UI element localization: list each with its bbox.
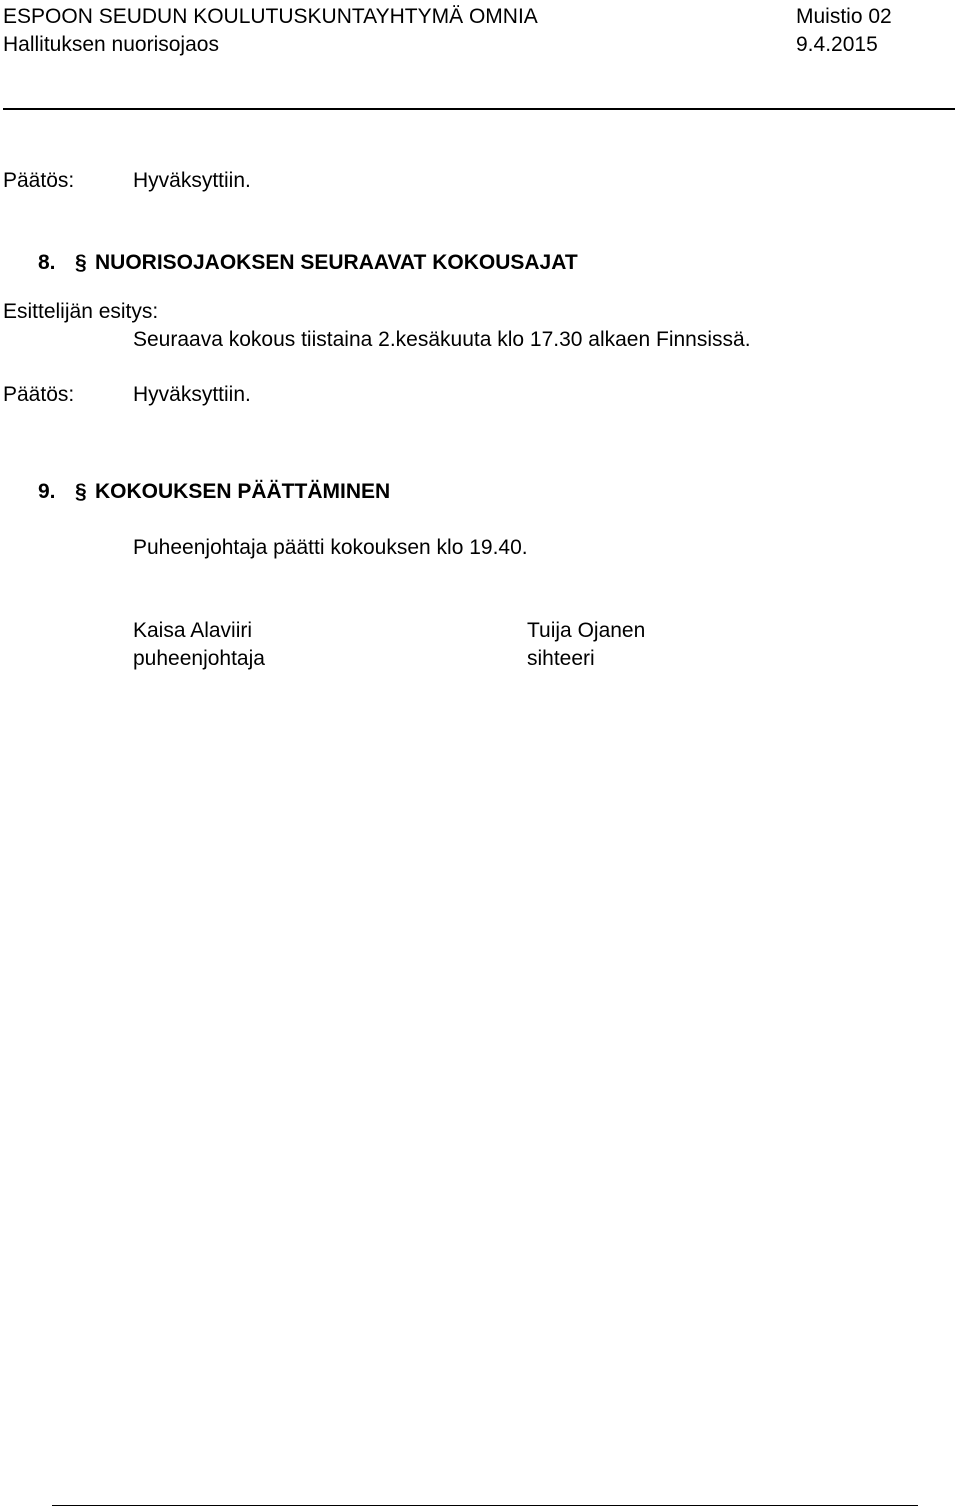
proposal-label: Esittelijän esitys: bbox=[3, 300, 159, 323]
decision-text: Hyväksyttiin. bbox=[133, 383, 251, 406]
footer-rule bbox=[52, 1505, 918, 1506]
organization-name: ESPOON SEUDUN KOULUTUSKUNTAYHTYMÄ OMNIA bbox=[3, 5, 538, 28]
proposal-text: Seuraava kokous tiistaina 2.kesäkuuta klo 17.30 alkaen Finnsissä. bbox=[133, 328, 751, 351]
signature-role: puheenjohtaja bbox=[133, 647, 265, 670]
section-title: KOKOUKSEN PÄÄTTÄMINEN bbox=[95, 480, 391, 503]
document-date: 9.4.2015 bbox=[796, 33, 878, 56]
section-number: 9. bbox=[38, 480, 56, 503]
section-title: NUORISOJAOKSEN SEURAAVAT KOKOUSAJAT bbox=[95, 251, 578, 274]
decision-text: Hyväksyttiin. bbox=[133, 169, 251, 192]
body-name: Hallituksen nuorisojaos bbox=[3, 33, 219, 56]
signature-role: sihteeri bbox=[527, 647, 595, 670]
closing-text: Puheenjohtaja päätti kokouksen klo 19.40. bbox=[133, 536, 528, 559]
decision-label: Päätös: bbox=[3, 169, 75, 192]
document-label: Muistio 02 bbox=[796, 5, 892, 28]
header-rule bbox=[3, 108, 955, 110]
paragraph-symbol-icon: § bbox=[75, 251, 87, 274]
paragraph-symbol-icon: § bbox=[75, 480, 87, 503]
signature-name: Tuija Ojanen bbox=[527, 619, 646, 642]
signature-name: Kaisa Alaviiri bbox=[133, 619, 253, 642]
section-number: 8. bbox=[38, 251, 56, 274]
decision-label: Päätös: bbox=[3, 383, 75, 406]
